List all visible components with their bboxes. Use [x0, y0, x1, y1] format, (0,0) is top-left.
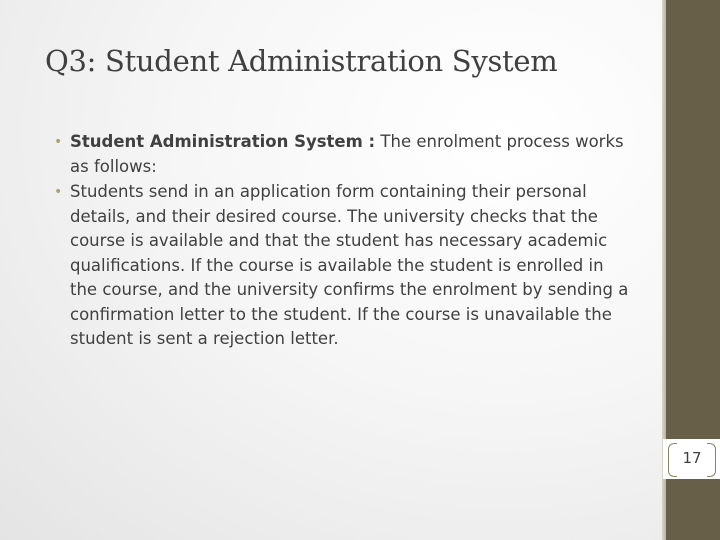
bullet-item-1 [54, 130, 634, 179]
page-number: 17 [682, 449, 702, 467]
bullet-1-bold: Student Administration System : [70, 132, 376, 151]
slide-content [54, 130, 634, 353]
slide-title: Q3: Student Administration System [45, 44, 558, 78]
bullet-2-text: Students send in an application form containing their personal details, and their desired course. The university checks that the course is available and that the student has necessary academic qualifications. If the course is available the student is enrolled in the course, and the university confirms the enrolment by sending a confirmation letter to the student. If the course is unavailable the student is sent a rejection letter. [70, 182, 629, 348]
bullet-item-2 [54, 180, 634, 352]
bullet-dot-icon: • [54, 184, 63, 200]
bullet-dot-icon: • [54, 134, 63, 150]
bullet-1-text: The enrolment process works as follows: [70, 132, 624, 176]
page-number-badge [663, 439, 720, 479]
